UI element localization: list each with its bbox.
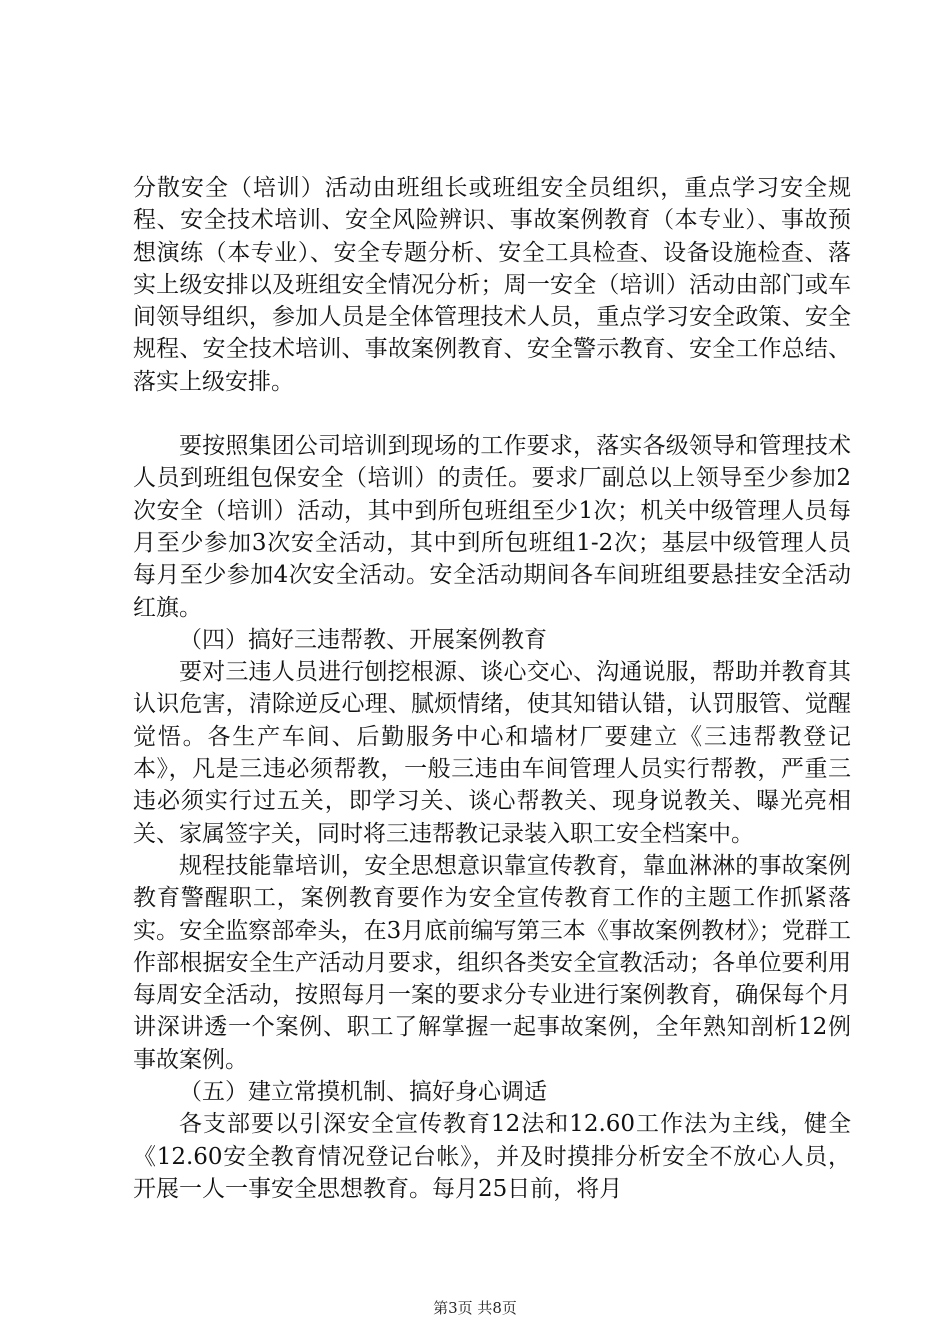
body-paragraph: 要对三违人员进行刨挖根源、谈心交心、沟通说服，帮助并教育其认识危害，清除逆反心理、腻烦情绪，使其知错认错，认罚服管、觉醒觉悟。各生产车间、后勤服务中心和墙材厂要建立《三违帮教登记本》，凡是三违必须帮教，一般三违由车间管理人员实行帮教，严重三违必须实行过五关，即学习关、谈心帮教关、现身说教关、曝光亮相关、家属签字关，同时将三违帮教记录装入职工安全档案中。: [133, 659, 851, 847]
body-paragraph: 分散安全（培训）活动由班组长或班组安全员组织，重点学习安全规程、安全技术培训、安全风险辨识、事故案例教育（本专业）、事故预想演练（本专业）、安全专题分析、安全工具检查、设备设施检查、落实上级安排以及班组安全情况分析；周一安全（培训）活动由部门或车间领导组织，参加人员是全体管理技术人员，重点学习安全政策、安全规程、安全技术培训、事故案例教育、安全警示教育、安全工作总结、落实上级安排。: [133, 175, 851, 395]
document-body: [133, 172, 851, 1205]
section-heading: （五）建立常摸机制、搞好身心调适: [179, 1079, 547, 1106]
page-footer: 第3页 共8页: [433, 1299, 517, 1317]
section-heading: （四）搞好三违帮教、开展案例教育: [179, 626, 547, 653]
body-paragraph: 要按照集团公司培训到现场的工作要求，落实各级领导和管理技术人员到班组包保安全（培训）的责任。要求厂副总以上领导至少参加2次安全（培训）活动，其中到所包班组至少1次；机关中级管理人员每月至少参加3次安全活动，其中到所包班组1-2次；基层中级管理人员每月至少参加4次安全活动。安全活动期间各车间班组要悬挂安全活动红旗。: [133, 433, 851, 621]
body-paragraph: 各支部要以引深安全宣传教育12法和12.60工作法为主线，健全《12.60安全教育情况登记台帐》，并及时摸排分析安全不放心人员，开展一人一事安全思想教育。每月25日前，将月: [133, 1111, 851, 1202]
body-paragraph: 规程技能靠培训，安全思想意识靠宣传教育，靠血淋淋的事故案例教育警醒职工，案例教育要作为安全宣传教育工作的主题工作抓紧落实。安全监察部牵头，在3月底前编写第三本《事故案例教材》；党群工作部根据安全生产活动月要求，组织各类安全宣教活动；各单位要利用每周安全活动，按照每月一案的要求分专业进行案例教育，确保每个月讲深讲透一个案例、职工了解掌握一起事故案例，全年熟知剖析12例事故案例。: [133, 852, 851, 1073]
